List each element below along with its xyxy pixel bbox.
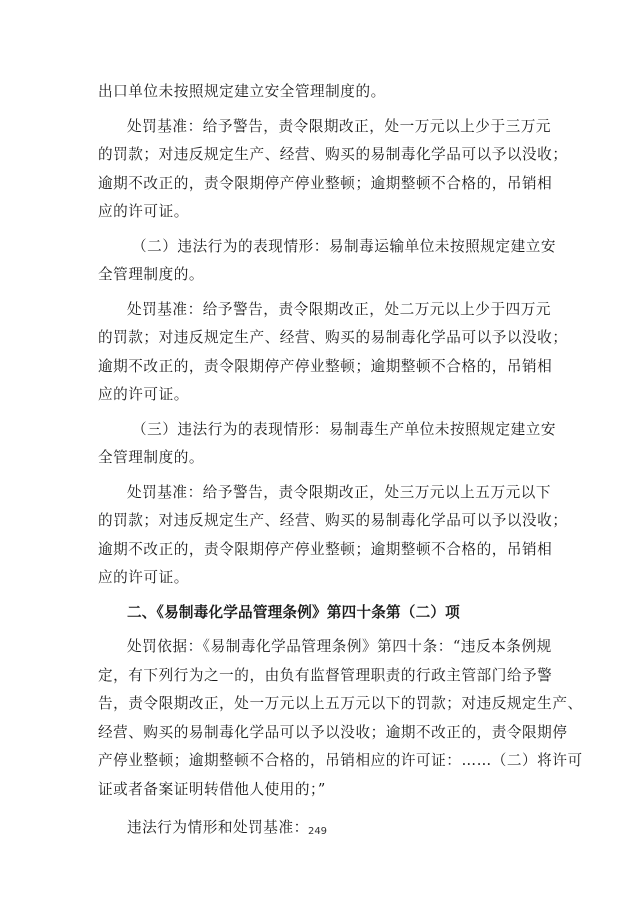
text-line: 的罚款；对违反规定生产、经营、购买的易制毒化学品可以予以没收； [98, 146, 568, 163]
text-line: 产停业整顿；逾期整顿不合格的，吊销相应的许可证：……（二）将许可 [98, 752, 583, 769]
text-line: 经营、购买的易制毒化学品可以予以没收；逾期不改正的，责令限期停 [98, 723, 568, 741]
text-line: （二）违法行为的表现情形：易制毒运输单位未按照规定建立安 [132, 237, 557, 255]
text-line: 告，责令限期改正，处一万元以上五万元以下的罚款；对违反规定生产、 [98, 695, 583, 712]
document-body [98, 78, 583, 843]
text-line: 定，有下列行为之一的，由负有监督管理职责的行政主管部门给予警 [98, 666, 553, 684]
text-line: 应的许可证。 [98, 569, 189, 586]
text-line: 处罚基准：给予警告，责令限期改正，处二万元以上少于四万元 [127, 300, 552, 318]
text-line: 处罚依据：《易制毒化学品管理条例》第四十条：“违反本条例规 [127, 638, 552, 655]
text-line: 违法行为情形和处罚基准： [127, 819, 309, 836]
text-line: 全管理制度的。 [98, 266, 205, 283]
text-line: 应的许可证。 [98, 386, 189, 403]
text-line: 处罚基准：给予警告，责令限期改正，处一万元以上少于三万元 [127, 117, 552, 135]
text-line: （三）违法行为的表现情形：易制毒生产单位未按照规定建立安 [132, 420, 557, 438]
text-line: 逾期不改正的，责令限期停产停业整顿；逾期整顿不合格的，吊销相 [98, 174, 553, 192]
text-line: 出口单位未按照规定建立安全管理制度的。 [98, 83, 386, 100]
text-line: 处罚基准：给予警告，责令限期改正，处三万元以上五万元以下 [127, 483, 552, 501]
text-line: 的罚款；对违反规定生产、经营、购买的易制毒化学品可以予以没收； [98, 329, 568, 346]
text-line: 逾期不改正的，责令限期停产停业整顿；逾期整顿不合格的，吊销相 [98, 540, 553, 558]
text-line: 逾期不改正的，责令限期停产停业整顿；逾期整顿不合格的，吊销相 [98, 357, 553, 375]
page-number: 249 [307, 826, 328, 837]
section-heading: 二、《易制毒化学品管理条例》第四十条第（二）项 [127, 603, 460, 621]
text-line: 的罚款；对违反规定生产、经营、购买的易制毒化学品可以予以没收； [98, 512, 568, 529]
text-line: 全管理制度的。 [98, 449, 205, 466]
text-line: 证或者备案证明转借他人使用的；” [98, 780, 326, 798]
text-line: 应的许可证。 [98, 203, 189, 220]
